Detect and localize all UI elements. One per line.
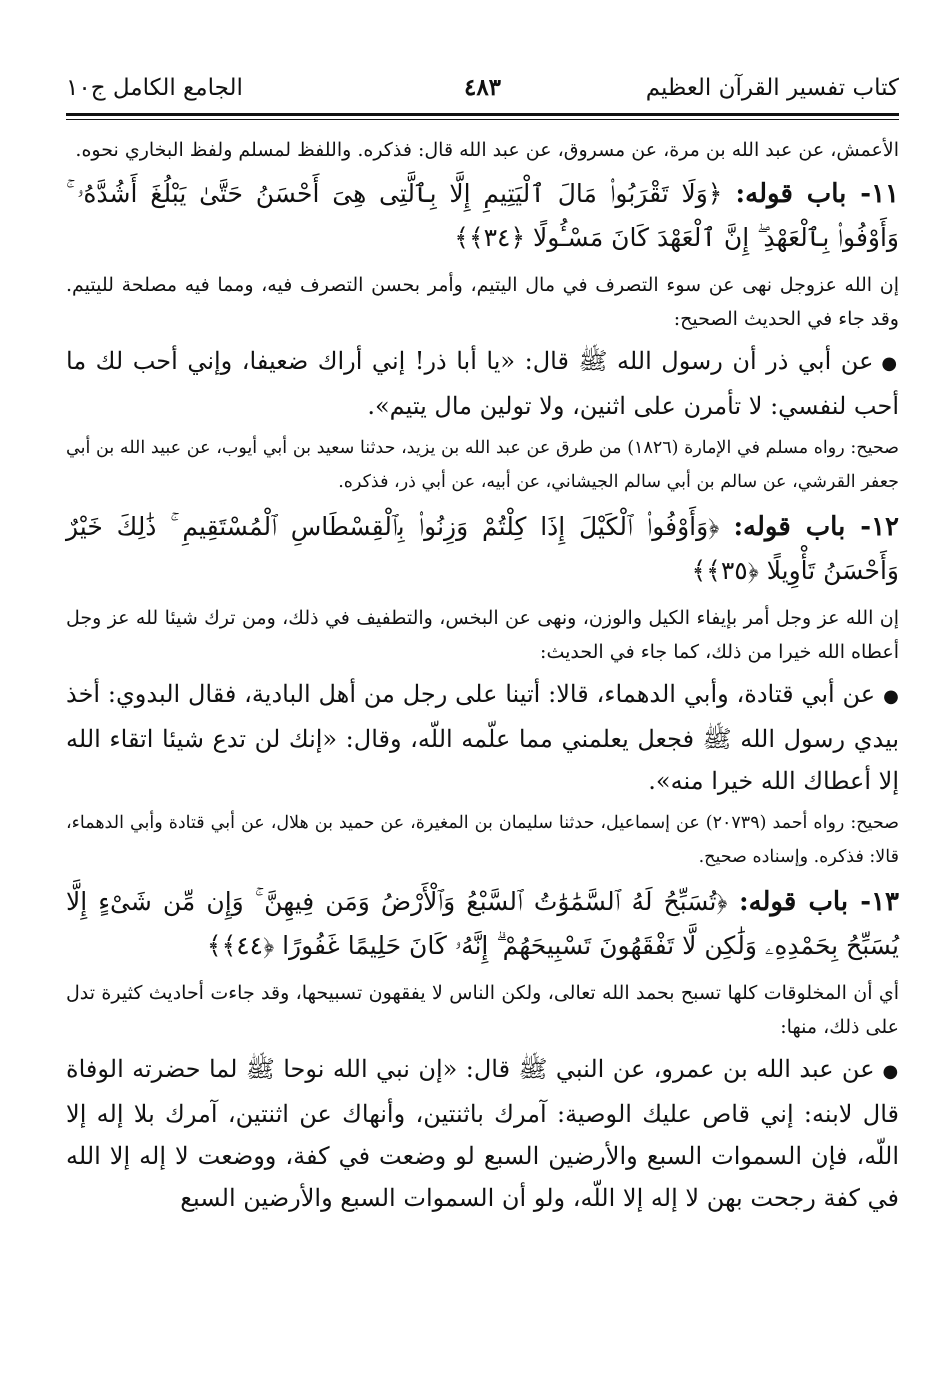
page-number: ٤٨٣ xyxy=(463,74,502,101)
hadith-13-text: عن عبد الله بن عمرو، عن النبي ﷺ قال: «إن نبي الله نوحا ﷺ لما حضرته الوفاة قال لابنه: إني قاص عليك الوصية: آمرك باثنتين، وأنهاك عن اثنتين، آمرك بلا إله إلا اللّه، فإن السموات السبع والأرضين السبع لو وضعت في كفة، ووضعت لا إله إلا الله في كفة رجحت بهن لا إله إلا اللّه، ولو أن السموات السبع والأرضين السبع xyxy=(66,1055,899,1212)
bab-11-heading xyxy=(66,172,899,260)
hadith-11 xyxy=(66,340,899,427)
hadith-12-text: عن أبي قتادة، وأبي الدهماء، قالا: أتينا على رجل من أهل البادية، فقال البدوي: أخذ بيدي رسول الله ﷺ فجعل يعلمني مما علّمه اللّه، وقال: «إنك لن تدع شيئا اتقاء الله إلا أعطاك الله خيرا منه». xyxy=(66,680,899,795)
bullet-icon: ● xyxy=(883,686,899,707)
bullet-icon: ● xyxy=(881,353,900,374)
hadith-13 xyxy=(66,1048,899,1219)
intro-paragraph: الأعمش، عن عبد الله بن مرة، عن مسروق، عن عبد الله قال: فذكره. واللفظ لمسلم ولفظ البخاري نحوه. xyxy=(75,139,899,161)
bab-13-heading xyxy=(66,880,899,968)
page-header xyxy=(66,68,899,108)
takhrij-11: صحيح: رواه مسلم في الإمارة (١٨٢٦) من طرق عن عبد الله بن يزيد، حدثنا سعيد بن أبي أيوب، عن عبيد الله بن أبي جعفر القرشي، عن سالم بن أبي سالم الجيشاني، عن أبيه، عن أبي ذر، فذكره. xyxy=(66,438,900,492)
commentary-13: أي أن المخلوقات كلها تسبح بحمد الله تعالى، ولكن الناس لا يفقهون تسبيحها، وقد جاءت أحاديث كثيرة تدل على ذلك، منها: xyxy=(66,982,899,1038)
bab-12-aya: ﴿وَأَوْفُوا۟ ٱلْكَيْلَ إِذَا كِلْتُمْ وَزِنُوا۟ بِٱلْقِسْطَاسِ ٱلْمُسْتَقِيمِ ۚ ذَٰلِكَ خَيْرٌ وَأَحْسَنُ تَأْوِيلًا ﴿٣٥﴾﴾ xyxy=(66,512,899,585)
hadith-12 xyxy=(66,673,899,802)
bab-11-aya: ﴿وَلَا تَقْرَبُوا۟ مَالَ ٱلْيَتِيمِ إِلَّا بِٱلَّتِى هِىَ أَحْسَنُ حَتَّىٰ يَبْلُغَ أَشُدَّهُۥ ۚ وَأَوْفُوا۟ بِٱلْعَهْدِ ۖ إِنَّ ٱلْعَهْدَ كَانَ مَسْـُٔولًا ﴿٣٤﴾﴾ xyxy=(66,179,899,252)
book-title: كتاب تفسير القرآن العظيم xyxy=(645,75,899,101)
bab-12-title: ١٢- باب قوله: xyxy=(733,512,899,542)
commentary-12: إن الله عز وجل أمر بإيفاء الكيل والوزن، ونهى عن البخس، والتطفيف في ذلك، ومن ترك شيئا لله عز وجل أعطاه الله خيرا من ذلك، كما جاء في الحديث: xyxy=(66,607,899,663)
bab-13-aya: ﴿تُسَبِّحُ لَهُ ٱلسَّمَٰوَٰتُ ٱلسَّبْعُ وَٱلْأَرْضُ وَمَن فِيهِنَّ ۚ وَإِن مِّن شَىْءٍ إِلَّا يُسَبِّحُ بِحَمْدِهِۦ وَلَٰكِن لَّا تَفْقَهُونَ تَسْبِيحَهُمْ ۗ إِنَّهُۥ كَانَ حَلِيمًا غَفُورًا ﴿٤٤﴾﴾ xyxy=(66,887,899,960)
hadith-11-text: عن أبي ذر أن رسول الله ﷺ قال: «يا أبا ذر! إني أراك ضعيفا، وإني أحب لك ما أحب لنفسي: لا تأمرن على اثنين، ولا تولين مال يتيم». xyxy=(66,347,899,420)
book-page xyxy=(66,0,899,1379)
page-content xyxy=(66,132,899,1223)
bullet-icon: ● xyxy=(882,1061,899,1082)
takhrij-12: صحيح: رواه أحمد (٢٠٧٣٩) عن إسماعيل، حدثنا سليمان بن المغيرة، عن حميد بن هلال، عن أبي قتادة وأبي الدهماء، قالا: فذكره. وإسناده صحيح. xyxy=(66,813,899,867)
header-rule-thin xyxy=(66,119,899,120)
bab-12-heading xyxy=(66,505,899,593)
bab-11-title: ١١- باب قوله: xyxy=(735,179,900,209)
volume-label: الجامع الكامل ج١٠ xyxy=(66,75,243,101)
bab-13-title: ١٣- باب قوله: xyxy=(738,887,899,917)
header-rule-thick xyxy=(66,113,899,116)
commentary-11: إن الله عزوجل نهى عن سوء التصرف في مال اليتيم، وأمر بحسن التصرف فيه، ومما فيه مصلحة لليتيم. وقد جاء في الحديث الصحيح: xyxy=(66,274,899,330)
